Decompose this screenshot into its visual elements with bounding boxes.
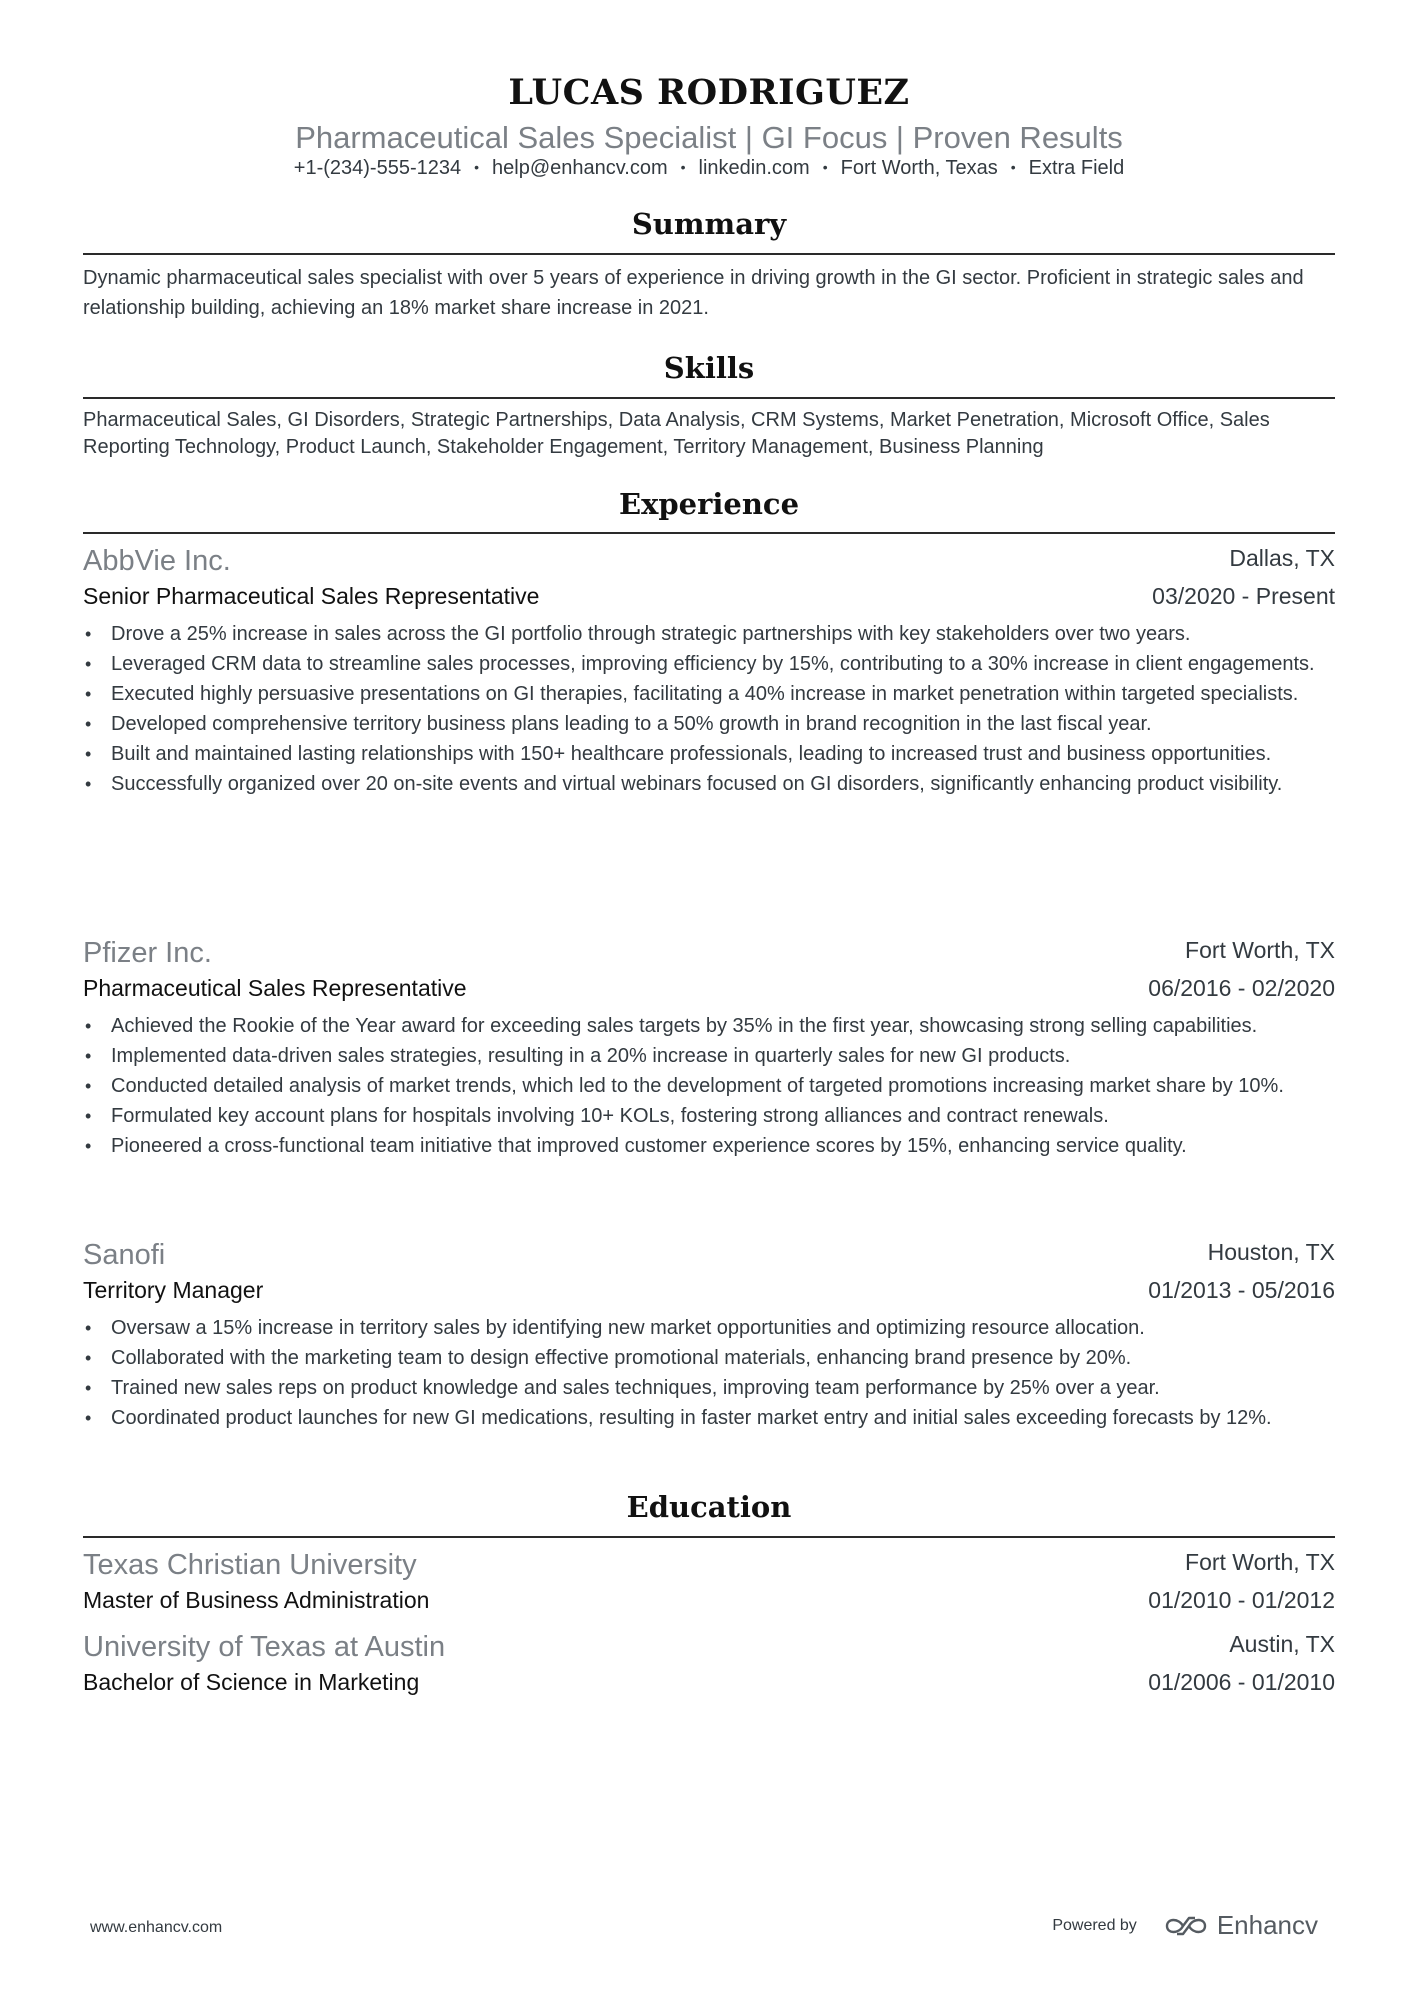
job-bullets	[83, 619, 1335, 799]
contact-line	[83, 157, 1335, 180]
contact-separator: •	[680, 159, 686, 175]
contact-separator: •	[822, 159, 828, 175]
list-item: • Coordinated product launches for new GI medications, resulting in faster market entry and initial sales exceeding forecasts by 12%.	[111, 1403, 1335, 1433]
job-location: Dallas, TX	[1229, 545, 1335, 571]
job-role: Senior Pharmaceutical Sales Representative	[83, 583, 540, 609]
contact-extra-field: Extra Field	[1028, 157, 1125, 179]
list-item: • Oversaw a 15% increase in territory sales by identifying new market opportunities and optimizing resource allocation.	[111, 1313, 1335, 1343]
job-company: Sanofi	[83, 1239, 166, 1271]
degree-name: Master of Business Administration	[83, 1587, 430, 1613]
list-item: • Collaborated with the marketing team to design effective promotional materials, enhancing brand presence by 20%.	[111, 1343, 1335, 1373]
job-dates: 03/2020 - Present	[1152, 583, 1335, 609]
job-company: AbbVie Inc.	[83, 545, 231, 577]
list-item: • Successfully organized over 20 on-site events and virtual webinars focused on GI disorders, significantly enhancing product visibility.	[111, 769, 1335, 799]
footer-website-link[interactable]: www.enhancv.com	[90, 1919, 223, 1936]
skills-text: Pharmaceutical Sales, GI Disorders, Strategic Partnerships, Data Analysis, CRM Systems, Market Penetration, Microsoft Office, Sales Reporting Technology, Product Launch, Stakeholder Engagement, Territory Management, Business Planning	[83, 409, 1270, 458]
list-item: • Implemented data-driven sales strategies, resulting in a 20% increase in quarterly sales for new GI products.	[111, 1041, 1335, 1071]
enhancv-logo-icon	[1163, 1913, 1209, 1939]
school-location: Fort Worth, TX	[1185, 1549, 1335, 1575]
job-company: Pfizer Inc.	[83, 937, 212, 969]
list-item: • Trained new sales reps on product knowledge and sales techniques, improving team performance by 25% over a year.	[111, 1373, 1335, 1403]
list-item: • Drove a 25% increase in sales across the GI portfolio through strategic partnerships with key stakeholders over two years.	[111, 619, 1335, 649]
list-item: • Developed comprehensive territory business plans leading to a 50% growth in brand recognition in the last fiscal year.	[111, 709, 1335, 739]
list-item: • Executed highly persuasive presentations on GI therapies, facilitating a 40% increase in market penetration within targeted specialists.	[111, 679, 1335, 709]
contact-separator: •	[474, 159, 480, 175]
job-bullets	[83, 1313, 1335, 1433]
school-name: University of Texas at Austin	[83, 1631, 446, 1663]
job-role: Territory Manager	[83, 1277, 264, 1303]
degree-dates: 01/2006 - 01/2010	[1148, 1669, 1335, 1695]
candidate-name: LUCAS RODRIGUEZ	[508, 72, 910, 113]
enhancv-brand[interactable]	[1163, 1910, 1318, 1941]
list-item: • Conducted detailed analysis of market trends, which led to the development of targeted promotions increasing market share by 10%.	[111, 1071, 1335, 1101]
contact-location: Fort Worth, Texas	[840, 157, 998, 179]
degree-dates: 01/2010 - 01/2012	[1148, 1587, 1335, 1613]
job-role: Pharmaceutical Sales Representative	[83, 975, 467, 1001]
footer-branding	[1052, 1910, 1318, 1941]
job-bullets	[83, 1011, 1335, 1161]
contact-email[interactable]: help@enhancv.com	[492, 157, 668, 179]
summary-text: Dynamic pharmaceutical sales specialist with over 5 years of experience in driving growth in the GI sector. Proficient in strategic sales and relationship building, achieving an 18% market share increase in 2021.	[83, 267, 1304, 319]
contact-phone[interactable]: +1-(234)-555-1234	[293, 157, 462, 179]
experience-title: Experience	[618, 487, 800, 521]
list-item: • Leveraged CRM data to streamline sales processes, improving efficiency by 15%, contributing to a 30% increase in client engagements.	[111, 649, 1335, 679]
degree-name: Bachelor of Science in Marketing	[83, 1669, 420, 1695]
job-dates: 06/2016 - 02/2020	[1148, 975, 1335, 1001]
summary-divider	[83, 253, 1335, 255]
list-item: • Built and maintained lasting relationships with 150+ healthcare professionals, leading to increased trust and business opportunities.	[111, 739, 1335, 769]
experience-divider	[83, 532, 1335, 534]
skills-title: Skills	[663, 351, 755, 385]
powered-by-label: Powered by	[1052, 1916, 1137, 1934]
contact-separator: •	[1010, 159, 1016, 175]
enhancv-brand-label: Enhancv	[1216, 1910, 1318, 1940]
job-location: Fort Worth, TX	[1185, 937, 1335, 963]
education-title: Education	[626, 1490, 792, 1524]
candidate-tagline: Pharmaceutical Sales Specialist | GI Focus | Proven Results	[295, 120, 1123, 155]
education-divider	[83, 1536, 1335, 1538]
skills-divider	[83, 397, 1335, 399]
summary-title: Summary	[631, 207, 787, 241]
contact-linkedin[interactable]: linkedin.com	[698, 157, 810, 179]
list-item: • Pioneered a cross-functional team initiative that improved customer experience scores by 15%, enhancing service quality.	[111, 1131, 1335, 1161]
job-dates: 01/2013 - 05/2016	[1148, 1277, 1335, 1303]
list-item: • Achieved the Rookie of the Year award for exceeding sales targets by 35% in the first year, showcasing strong selling capabilities.	[111, 1011, 1335, 1041]
list-item: • Formulated key account plans for hospitals involving 10+ KOLs, fostering strong alliances and contract renewals.	[111, 1101, 1335, 1131]
school-name: Texas Christian University	[83, 1549, 417, 1581]
job-location: Houston, TX	[1207, 1239, 1335, 1265]
school-location: Austin, TX	[1229, 1631, 1335, 1657]
